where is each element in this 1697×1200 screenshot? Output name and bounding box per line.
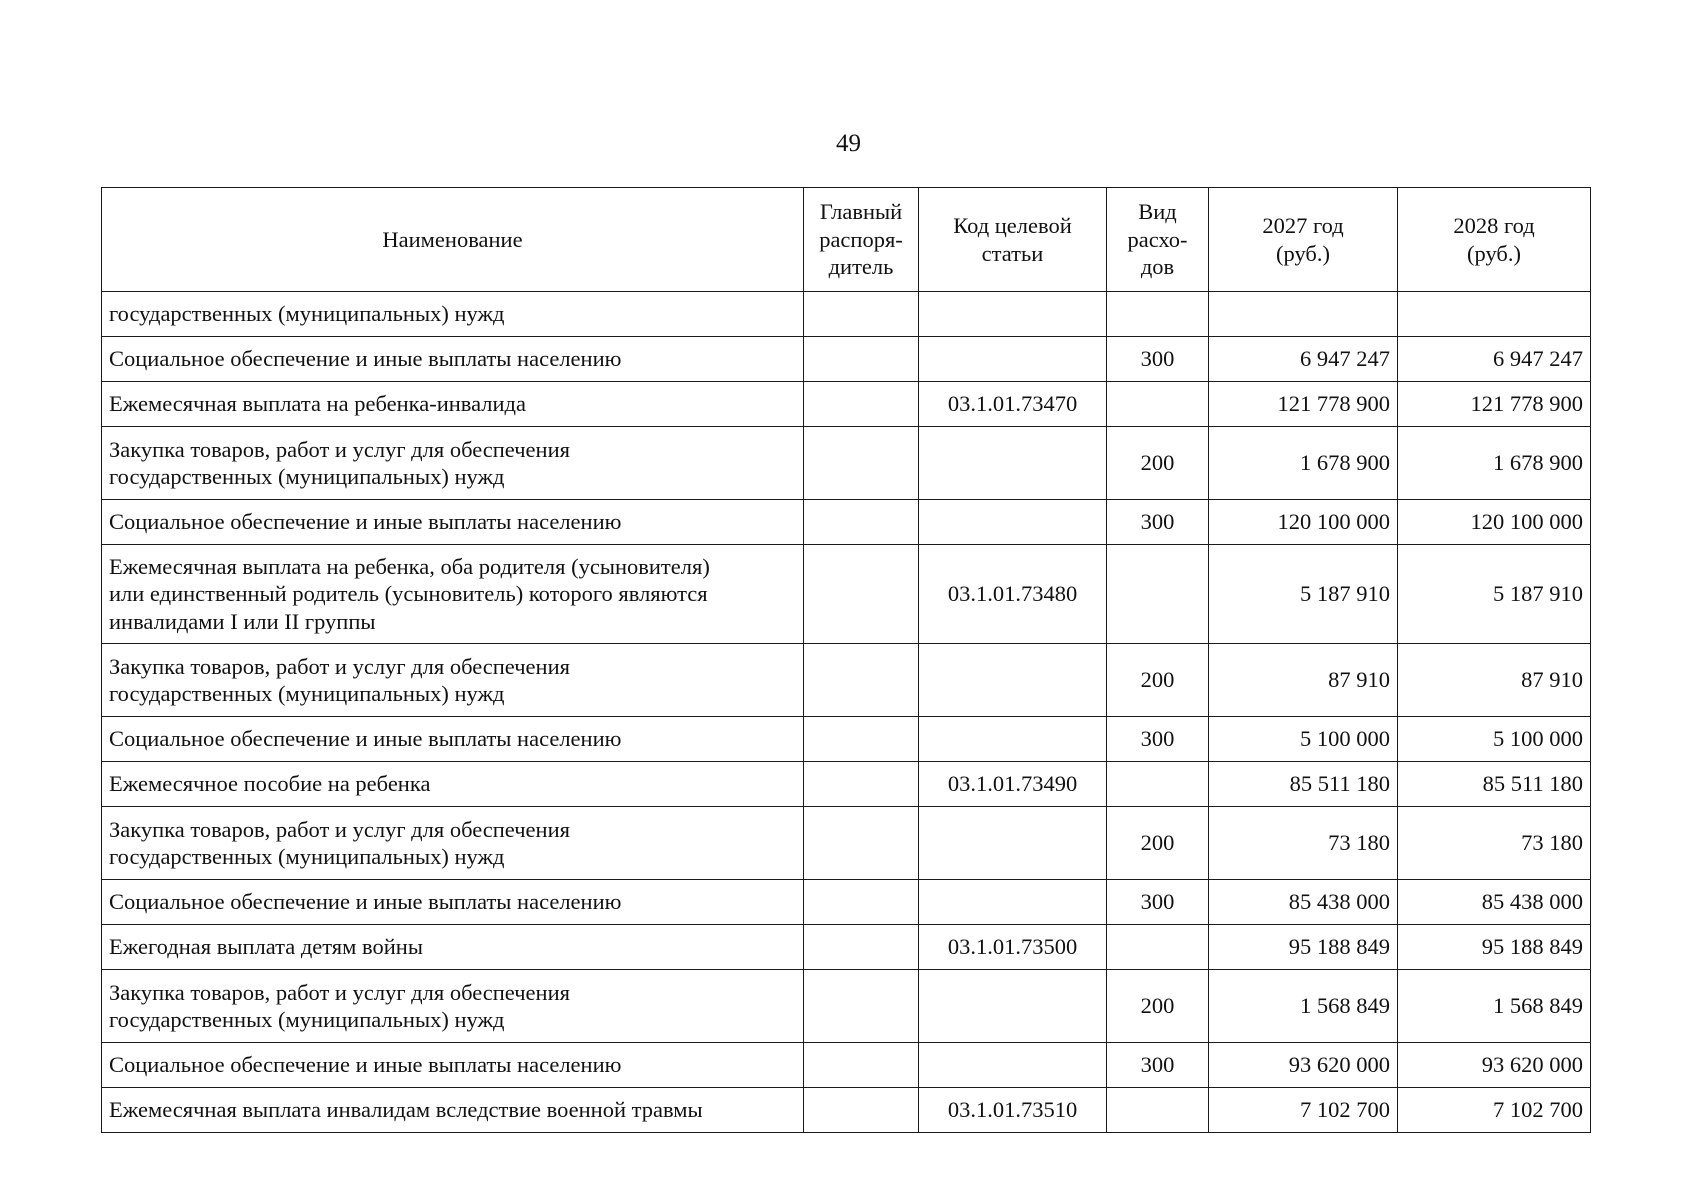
- cell-2027: 87 910: [1209, 644, 1398, 717]
- cell-2027: 5 100 000: [1209, 717, 1398, 762]
- table-body: [102, 292, 1591, 1133]
- cell-name: Ежемесячная выплата на ребенка-инвалида: [102, 382, 804, 427]
- cell-code: 03.1.01.73500: [919, 925, 1107, 970]
- table-row: [102, 644, 1591, 717]
- table-row: [102, 880, 1591, 925]
- cell-manager: [804, 427, 919, 500]
- cell-type: 300: [1107, 1043, 1209, 1088]
- table-row: [102, 500, 1591, 545]
- cell-2027: 121 778 900: [1209, 382, 1398, 427]
- cell-type: 200: [1107, 644, 1209, 717]
- header-row: [102, 188, 1591, 292]
- cell-name: Ежегодная выплата детям войны: [102, 925, 804, 970]
- cell-type: [1107, 545, 1209, 644]
- table-row: [102, 717, 1591, 762]
- cell-manager: [804, 545, 919, 644]
- cell-code: [919, 717, 1107, 762]
- cell-code: [919, 644, 1107, 717]
- cell-name: Социальное обеспечение и иные выплаты населению: [102, 1043, 804, 1088]
- cell-2027: 120 100 000: [1209, 500, 1398, 545]
- cell-2028: 7 102 700: [1398, 1088, 1591, 1133]
- cell-2027: 73 180: [1209, 807, 1398, 880]
- cell-manager: [804, 762, 919, 807]
- cell-2027: 85 511 180: [1209, 762, 1398, 807]
- table-row: [102, 762, 1591, 807]
- header-year-2027: 2027 год (руб.): [1209, 188, 1398, 292]
- cell-2028: 5 100 000: [1398, 717, 1591, 762]
- cell-2027: 95 188 849: [1209, 925, 1398, 970]
- cell-name: Социальное обеспечение и иные выплаты населению: [102, 880, 804, 925]
- cell-name: Ежемесячная выплата инвалидам вследствие военной травмы: [102, 1088, 804, 1133]
- table-row: [102, 292, 1591, 337]
- header-name: Наименование: [102, 188, 804, 292]
- cell-manager: [804, 925, 919, 970]
- cell-2027: 85 438 000: [1209, 880, 1398, 925]
- cell-2028: 93 620 000: [1398, 1043, 1591, 1088]
- cell-manager: [804, 292, 919, 337]
- cell-type: [1107, 382, 1209, 427]
- cell-2028: 121 778 900: [1398, 382, 1591, 427]
- cell-2027: 1 678 900: [1209, 427, 1398, 500]
- cell-manager: [804, 1088, 919, 1133]
- cell-type: 300: [1107, 880, 1209, 925]
- cell-manager: [804, 500, 919, 545]
- cell-name: Закупка товаров, работ и услуг для обеспечения государственных (муниципальных) нужд: [102, 427, 804, 500]
- table-row: [102, 970, 1591, 1043]
- cell-name: Социальное обеспечение и иные выплаты населению: [102, 500, 804, 545]
- cell-code: [919, 292, 1107, 337]
- cell-name: Закупка товаров, работ и услуг для обеспечения государственных (муниципальных) нужд: [102, 970, 804, 1043]
- cell-manager: [804, 717, 919, 762]
- cell-manager: [804, 970, 919, 1043]
- table-row: [102, 382, 1591, 427]
- cell-manager: [804, 1043, 919, 1088]
- cell-code: [919, 427, 1107, 500]
- cell-2028: 73 180: [1398, 807, 1591, 880]
- cell-code: 03.1.01.73510: [919, 1088, 1107, 1133]
- table-row: [102, 925, 1591, 970]
- cell-type: 300: [1107, 337, 1209, 382]
- cell-manager: [804, 644, 919, 717]
- cell-2028: 120 100 000: [1398, 500, 1591, 545]
- cell-type: [1107, 925, 1209, 970]
- cell-2028: 5 187 910: [1398, 545, 1591, 644]
- table-row: [102, 545, 1591, 644]
- cell-code: 03.1.01.73480: [919, 545, 1107, 644]
- cell-type: [1107, 292, 1209, 337]
- cell-manager: [804, 337, 919, 382]
- cell-2027: 6 947 247: [1209, 337, 1398, 382]
- cell-code: [919, 807, 1107, 880]
- cell-2027: 5 187 910: [1209, 545, 1398, 644]
- cell-name: Ежемесячное пособие на ребенка: [102, 762, 804, 807]
- cell-2028: 85 511 180: [1398, 762, 1591, 807]
- cell-name: Ежемесячная выплата на ребенка, оба родителя (усыновителя) или единственный родитель (усыновитель) которого являются инвалидами I или II группы: [102, 545, 804, 644]
- table-header: [102, 188, 1591, 292]
- table-row: [102, 1043, 1591, 1088]
- header-target-code: Код целевой статьи: [919, 188, 1107, 292]
- header-expense-type: Вид расхо- дов: [1107, 188, 1209, 292]
- budget-table: [101, 187, 1591, 1133]
- cell-2028: 6 947 247: [1398, 337, 1591, 382]
- cell-code: 03.1.01.73490: [919, 762, 1107, 807]
- table-row: [102, 427, 1591, 500]
- cell-code: [919, 337, 1107, 382]
- cell-manager: [804, 880, 919, 925]
- table-row: [102, 807, 1591, 880]
- cell-type: 300: [1107, 717, 1209, 762]
- cell-2028: 95 188 849: [1398, 925, 1591, 970]
- header-year-2028: 2028 год (руб.): [1398, 188, 1591, 292]
- cell-type: 300: [1107, 500, 1209, 545]
- cell-name: Социальное обеспечение и иные выплаты населению: [102, 717, 804, 762]
- cell-code: [919, 970, 1107, 1043]
- header-manager: Главный распоря- дитель: [804, 188, 919, 292]
- cell-code: [919, 880, 1107, 925]
- cell-2028: 85 438 000: [1398, 880, 1591, 925]
- cell-2028: 87 910: [1398, 644, 1591, 717]
- cell-2028: 1 678 900: [1398, 427, 1591, 500]
- cell-2027: 1 568 849: [1209, 970, 1398, 1043]
- cell-code: 03.1.01.73470: [919, 382, 1107, 427]
- cell-type: 200: [1107, 970, 1209, 1043]
- cell-name: государственных (муниципальных) нужд: [102, 292, 804, 337]
- cell-code: [919, 1043, 1107, 1088]
- cell-2028: [1398, 292, 1591, 337]
- cell-code: [919, 500, 1107, 545]
- page-number: 49: [836, 130, 861, 157]
- cell-name: Закупка товаров, работ и услуг для обеспечения государственных (муниципальных) нужд: [102, 807, 804, 880]
- cell-type: [1107, 1088, 1209, 1133]
- cell-manager: [804, 807, 919, 880]
- cell-manager: [804, 382, 919, 427]
- cell-2027: 7 102 700: [1209, 1088, 1398, 1133]
- cell-name: Закупка товаров, работ и услуг для обеспечения государственных (муниципальных) нужд: [102, 644, 804, 717]
- cell-2027: 93 620 000: [1209, 1043, 1398, 1088]
- cell-2027: [1209, 292, 1398, 337]
- cell-name: Социальное обеспечение и иные выплаты населению: [102, 337, 804, 382]
- cell-type: 200: [1107, 807, 1209, 880]
- cell-type: [1107, 762, 1209, 807]
- table-row: [102, 1088, 1591, 1133]
- table-row: [102, 337, 1591, 382]
- cell-2028: 1 568 849: [1398, 970, 1591, 1043]
- cell-type: 200: [1107, 427, 1209, 500]
